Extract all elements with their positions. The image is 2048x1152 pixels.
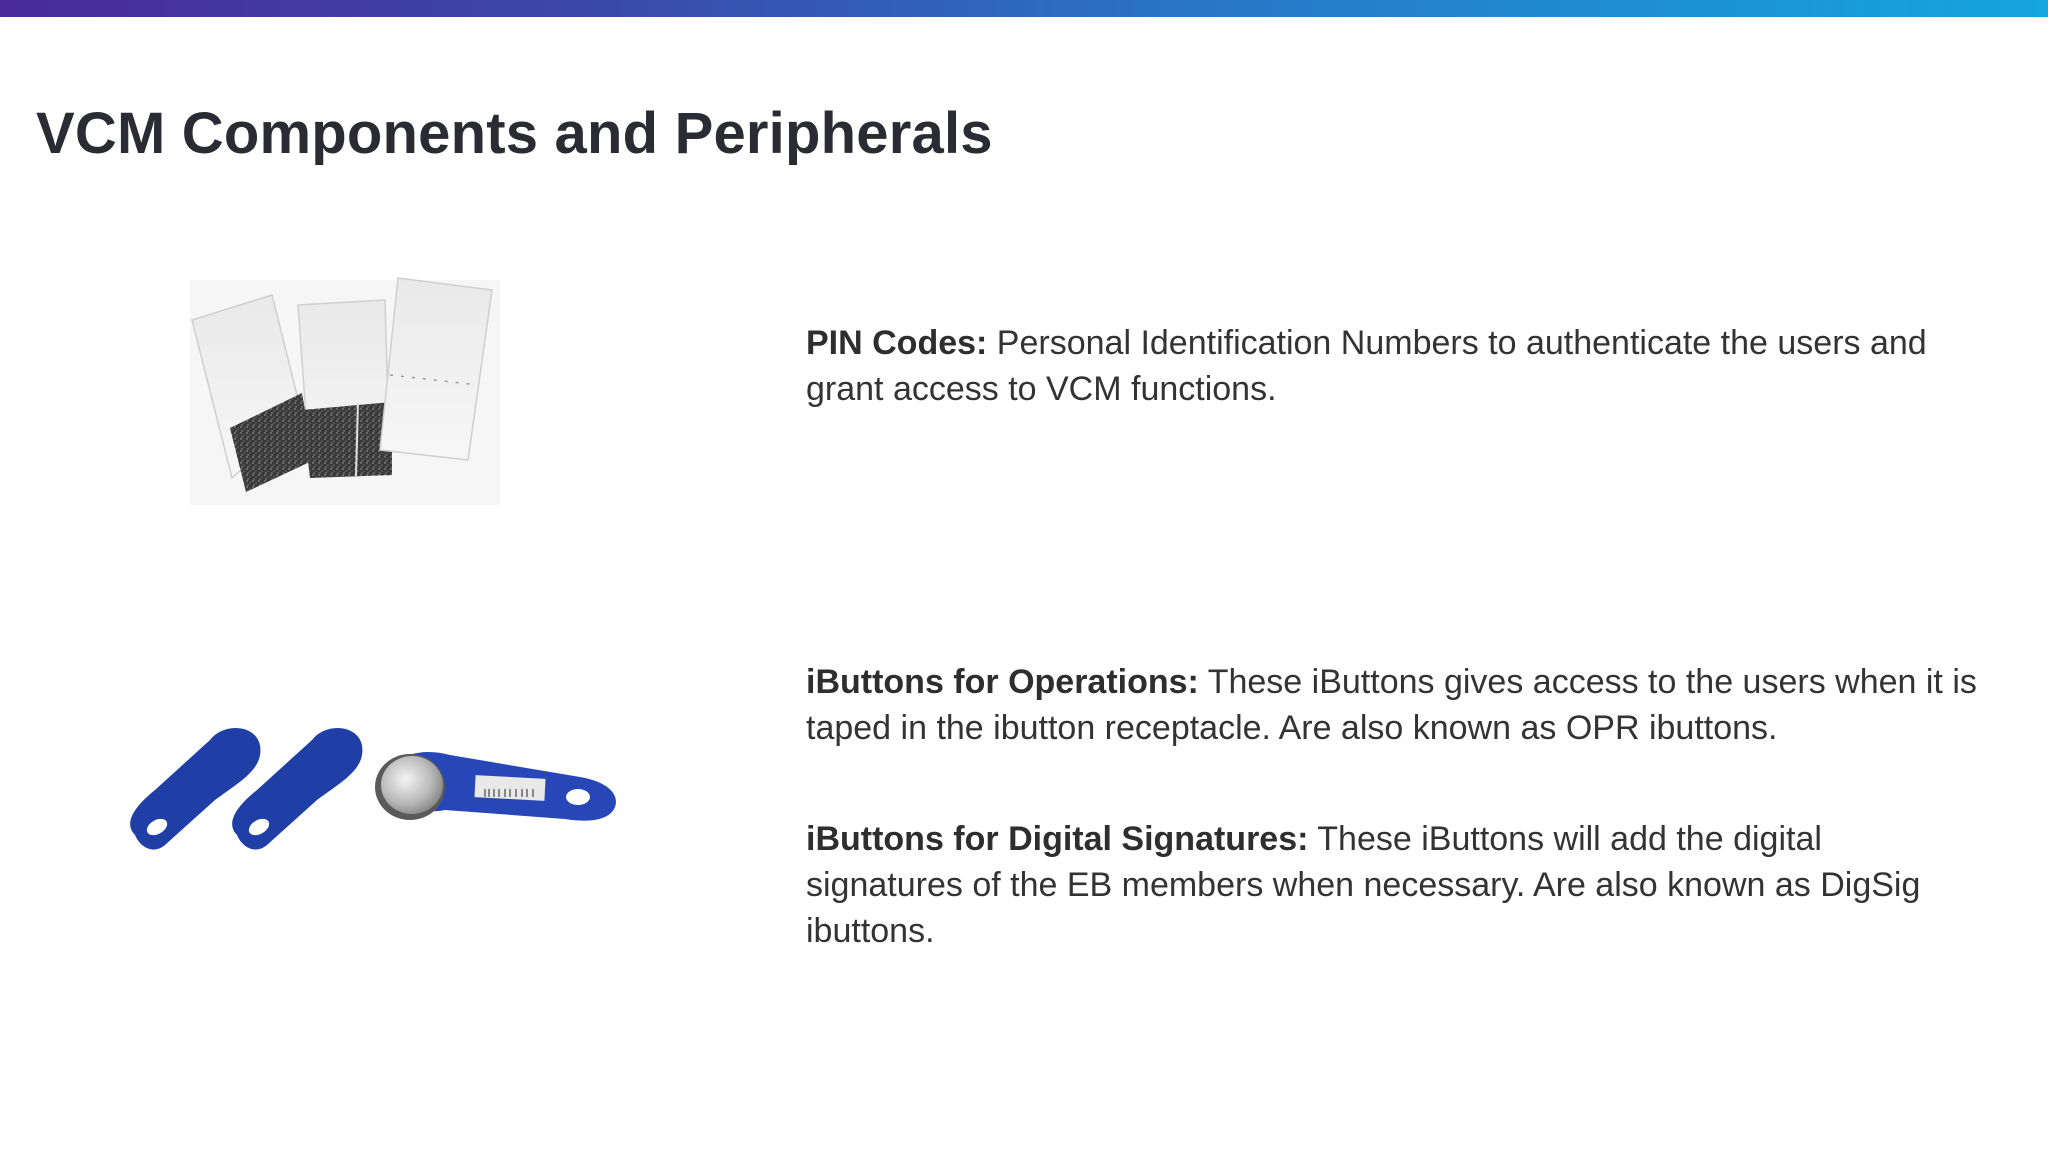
ibuttons-digital-signatures-label: iButtons for Digital Signatures: xyxy=(806,820,1309,858)
ibuttons-image xyxy=(125,715,625,865)
ibuttons-operations-description xyxy=(806,659,1986,751)
pin-codes-label: PIN Codes: xyxy=(806,324,988,362)
pin-code-cards-image xyxy=(180,270,510,510)
ibuttons-digital-signatures-description xyxy=(806,816,1986,954)
pin-codes-text: Personal Identification Numbers to authenticate the users and grant access to VCM functions. xyxy=(806,324,1927,408)
top-accent-bar xyxy=(0,0,2048,17)
pin-codes-description xyxy=(806,320,1986,412)
slide-title: VCM Components and Peripherals xyxy=(36,101,993,166)
ibuttons-operations-label: iButtons for Operations: xyxy=(806,663,1199,701)
ibuttons-digital-signatures-text: These iButtons will add the digital signatures of the EB members when necessary. Are also known as DigSig ibuttons. xyxy=(806,820,1921,950)
ibutton-key-3 xyxy=(375,752,616,821)
ibuttons-operations-text: These iButtons gives access to the users when it is taped in the ibutton receptacle. Are also known as OPR ibuttons. xyxy=(806,663,1977,747)
